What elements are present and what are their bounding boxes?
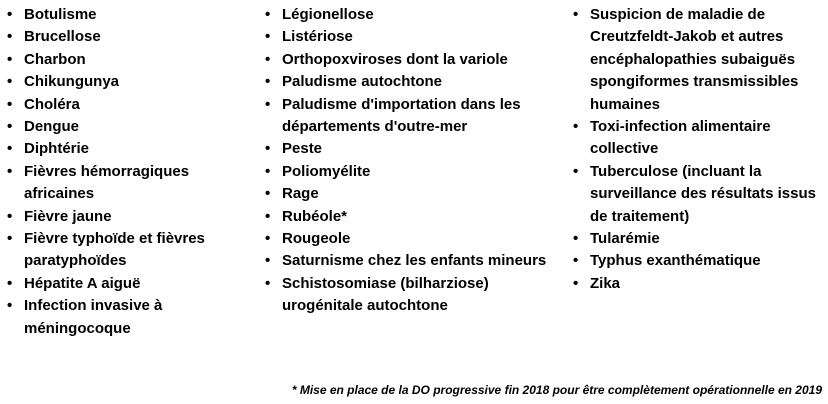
list-item — [262, 250, 558, 272]
disease-name: Fièvres hémorragiques africaines — [24, 162, 190, 203]
disease-name: Poliomyélite — [282, 162, 371, 180]
list-item — [570, 4, 826, 116]
bullet-icon: • — [7, 73, 13, 91]
bullet-icon: • — [265, 50, 271, 68]
list-item — [4, 228, 240, 273]
list-item — [262, 71, 558, 93]
list-item — [570, 273, 826, 295]
disease-name: Dengue — [24, 118, 80, 136]
disease-name: Tularémie — [590, 230, 660, 248]
bullet-icon: • — [265, 95, 271, 113]
disease-name: Hépatite A aiguë — [24, 274, 141, 292]
disease-name: Rougeole — [282, 230, 351, 248]
list-item — [4, 94, 240, 116]
list-item — [570, 228, 826, 250]
disease-name: Diphtérie — [24, 140, 90, 158]
list-item — [4, 49, 240, 71]
disease-name: Rubéole* — [282, 207, 348, 225]
disease-name: Typhus exanthématique — [590, 252, 761, 270]
bullet-icon: • — [573, 252, 579, 270]
bullet-icon: • — [573, 230, 579, 248]
bullet-icon: • — [7, 297, 13, 315]
disease-name: Zika — [590, 274, 621, 292]
list-item — [570, 161, 826, 228]
disease-list-column-2 — [262, 4, 558, 318]
list-item — [4, 26, 240, 48]
disease-name: Choléra — [24, 95, 80, 113]
list-item — [262, 4, 558, 26]
disease-name: Suspicion de maladie de Creutzfeldt-Jakob et autres encéphalopathies subaiguës spongiformes transmissibles humaines — [590, 6, 799, 113]
bullet-icon: • — [265, 185, 271, 203]
bullet-icon: • — [7, 118, 13, 136]
bullet-icon: • — [7, 162, 13, 180]
bullet-icon: • — [265, 73, 271, 91]
bullet-icon: • — [7, 6, 13, 23]
list-item — [262, 228, 558, 250]
disease-name: Paludisme autochtone — [282, 73, 443, 91]
disease-name: Paludisme d'importation dans les départements d'outre-mer — [282, 95, 521, 136]
disease-name: Peste — [282, 140, 323, 158]
disease-name: Listériose — [282, 28, 353, 46]
list-item — [4, 4, 240, 26]
list-item — [262, 26, 558, 48]
list-item — [262, 138, 558, 160]
list-item — [4, 295, 240, 340]
list-item — [4, 161, 240, 206]
disease-name: Fièvre jaune — [24, 207, 112, 225]
bullet-icon: • — [265, 140, 271, 158]
list-item — [262, 273, 558, 318]
bullet-icon: • — [265, 274, 271, 292]
disease-name: Schistosomiase (bilharziose) urogénitale autochtone — [282, 274, 489, 315]
bullet-icon: • — [7, 207, 13, 225]
list-item — [262, 183, 558, 205]
disease-name: Légionellose — [282, 6, 374, 23]
list-item — [570, 116, 826, 161]
list-item — [262, 94, 558, 139]
disease-name: Infection invasive à méningocoque — [24, 297, 163, 337]
bullet-icon: • — [265, 252, 271, 270]
bullet-icon: • — [573, 118, 579, 136]
disease-name: Botulisme — [24, 6, 97, 23]
disease-name: Orthopoxviroses dont la variole — [282, 50, 508, 68]
bullet-icon: • — [573, 274, 579, 292]
disease-name: Rage — [282, 185, 319, 203]
list-item — [262, 206, 558, 228]
bullet-icon: • — [7, 28, 13, 46]
bullet-icon: • — [7, 50, 13, 68]
bullet-icon: • — [7, 230, 13, 248]
disease-name: Tuberculose (incluant la surveillance des résultats issus de traitement) — [590, 162, 816, 225]
disease-name: Charbon — [24, 50, 86, 68]
bullet-icon: • — [265, 162, 271, 180]
bullet-icon: • — [265, 6, 271, 23]
bullet-icon: • — [265, 230, 271, 248]
list-item — [570, 250, 826, 272]
disease-name: Fièvre typhoïde et fièvres paratyphoïdes — [24, 230, 205, 270]
bullet-icon: • — [573, 6, 579, 23]
list-item — [262, 161, 558, 183]
bullet-icon: • — [7, 274, 13, 292]
disease-name: Saturnisme chez les enfants mineurs — [282, 252, 547, 270]
disease-list-column-1 — [4, 4, 240, 340]
footnote: * Mise en place de la DO progressive fin 2018 pour être complètement opérationnelle en 2019 — [291, 383, 822, 397]
disease-name: Chikungunya — [24, 73, 120, 91]
disease-list-column-3 — [570, 4, 826, 295]
bullet-icon: • — [265, 207, 271, 225]
list-item — [4, 138, 240, 160]
list-item — [4, 206, 240, 228]
list-item — [4, 116, 240, 138]
disease-name: Brucellose — [24, 28, 101, 46]
bullet-icon: • — [7, 140, 13, 158]
list-item — [4, 71, 240, 93]
bullet-icon: • — [265, 28, 271, 46]
list-item — [4, 273, 240, 295]
disease-name: Toxi-infection alimentaire collective — [590, 118, 771, 158]
bullet-icon: • — [7, 95, 13, 113]
bullet-icon: • — [573, 162, 579, 180]
list-item — [262, 49, 558, 71]
